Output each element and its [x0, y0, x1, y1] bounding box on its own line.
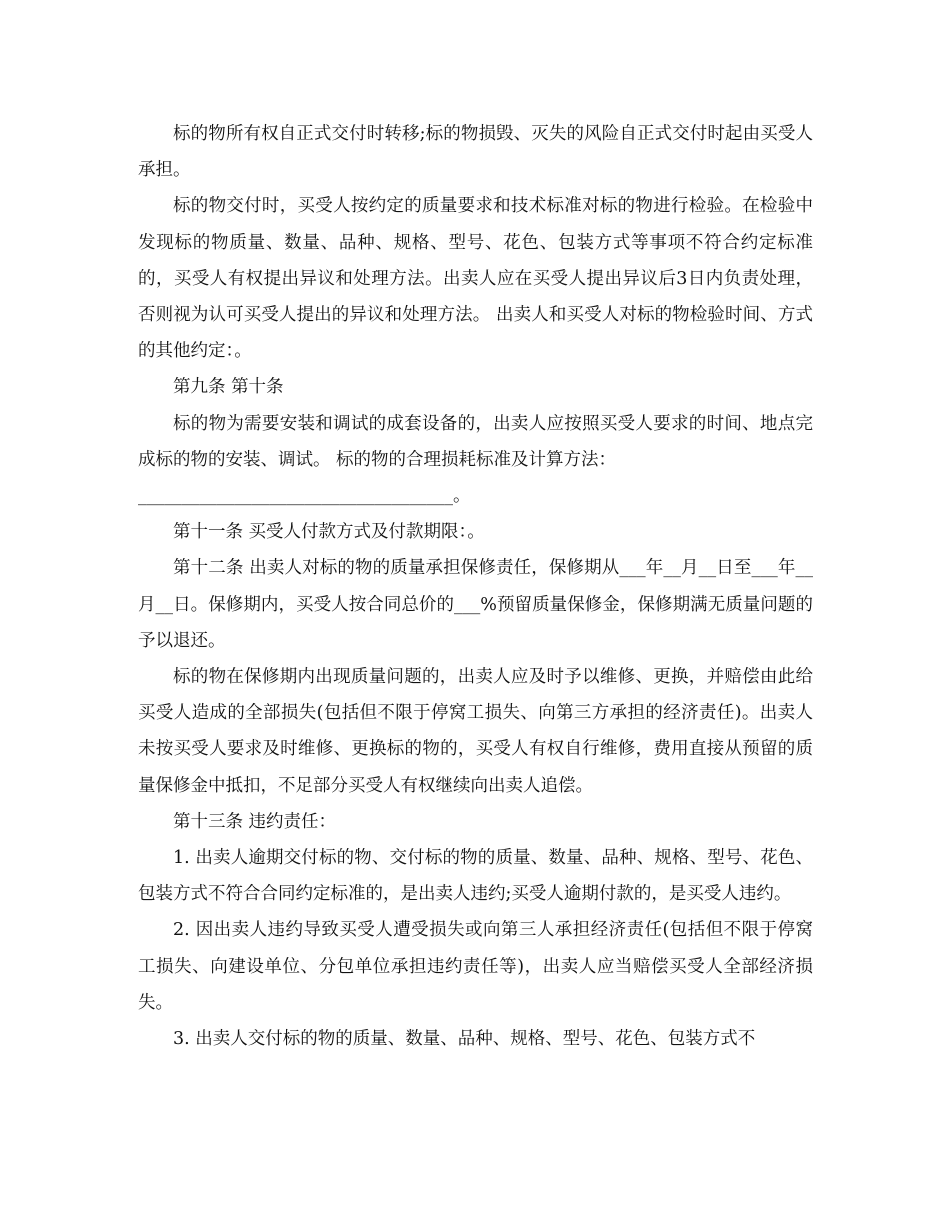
paragraph-installation: 标的物为需要安装和调试的成套设备的，出卖人应按照买受人要求的时间、地点完成标的物的安装、调试。 标的物的合理损耗标准及计算方法：	[138, 413, 813, 470]
paragraph-article-11: 第十一条 买受人付款方式及付款期限：。	[173, 522, 485, 543]
paragraph-liability-1: 1. 出卖人逾期交付标的物、交付标的物的质量、数量、品种、规格、型号、花色、包装方式不符合合同约定标准的，是出卖人违约;买受人逾期付款的，是买受人违约。	[138, 848, 813, 905]
paragraph-blank-line: ____________________________________。	[138, 486, 471, 507]
paragraph-article-9-10: 第九条 第十条	[173, 377, 284, 398]
paragraph-liability-3: 3. 出卖人交付标的物的质量、数量、品种、规格、型号、花色、包装方式不	[173, 1029, 756, 1050]
paragraph-article-13: 第十三条 违约责任：	[173, 811, 337, 832]
paragraph-warranty-repair: 标的物在保修期内出现质量问题的，出卖人应及时予以维修、更换，并赔偿由此给买受人造成的全部损失(包括但不限于停窝工损失、向第三方承担的经济责任)。出卖人未按买受人要求及时维修、更换标的物的，买受人有权自行维修，费用直接从预留的质量保修金中抵扣，不足部分买受人有权继续向出卖人追偿。	[138, 667, 813, 796]
paragraph-liability-2: 2. 因出卖人违约导致买受人遭受损失或向第三人承担经济责任(包括但不限于停窝工损失、向建设单位、分包单位承担违约责任等)，出卖人应当赔偿买受人全部经济损失。	[138, 920, 813, 1013]
document-body	[138, 116, 813, 1057]
paragraph-article-12: 第十二条 出卖人对标的物的质量承担保修责任，保修期从___年__月__日至___年__月__日。保修期内，买受人按合同总价的___%预留质量保修金，保修期满无质量问题的予以退还。	[138, 558, 813, 651]
paragraph-ownership-transfer: 标的物所有权自正式交付时转移;标的物损毁、灭失的风险自正式交付时起由买受人承担。	[138, 124, 813, 181]
paragraph-inspection: 标的物交付时，买受人按约定的质量要求和技术标准对标的物进行检验。在检验中发现标的物质量、数量、品种、规格、型号、花色、包装方式等事项不符合约定标准的，买受人有权提出异议和处理方法。出卖人应在买受人提出异议后3日内负责处理，否则视为认可买受人提出的异议和处理方法。 出卖人和买受人对标的物检验时间、方式的其他约定：。	[138, 196, 813, 362]
